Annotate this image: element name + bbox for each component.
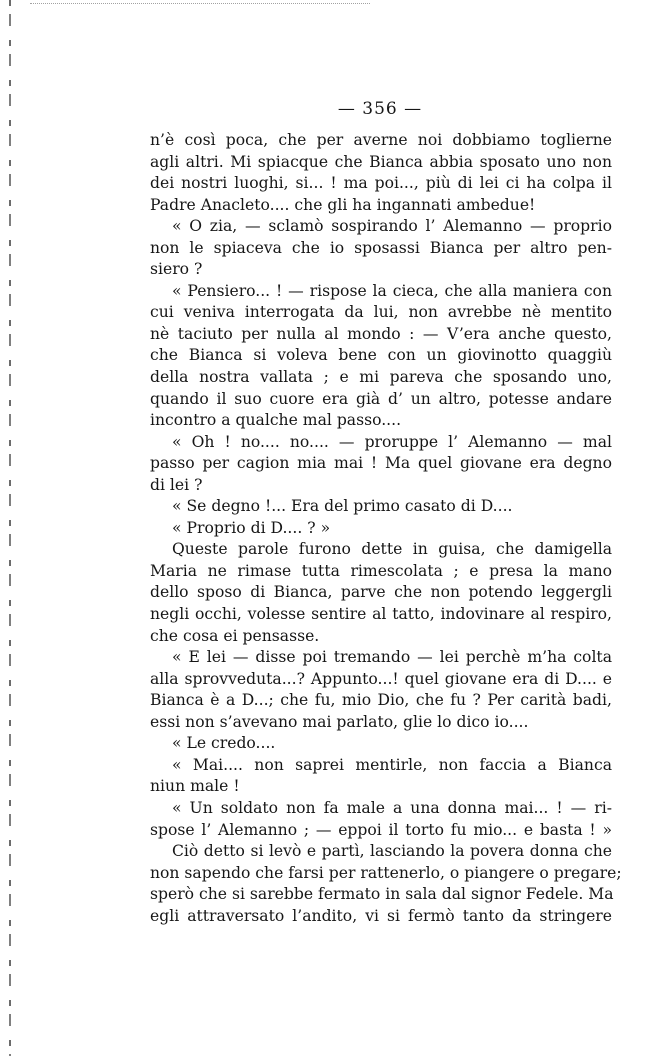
text-line: nè taciuto per nulla al mondo : — V’era anche questo,	[150, 324, 612, 343]
text-line: spose l’ Alemanno ; — eppoi il torto fu mio... e basta ! »	[150, 820, 612, 839]
text-line: « E lei — disse poi tremando — lei perchè m’ha colta	[172, 648, 612, 667]
text-line: Padre Anacleto.... che gli ha ingannati ambedue!	[150, 195, 536, 214]
text-line: passo per cagion mia mai ! Ma quel giovane era degno	[150, 454, 612, 473]
text-line: dei nostri luoghi, si... ! ma poi..., più di lei ci ha colpa il	[150, 174, 612, 193]
text-line: n’è così poca, che per averne noi dobbiamo toglierne	[150, 131, 612, 149]
text-line: che cosa ei pensasse.	[150, 626, 320, 645]
text-line: niun male !	[150, 777, 240, 796]
text-line: sperò che si sarebbe fermato in sala dal signor Fedele. Ma	[150, 885, 614, 904]
page-number: — 356 —	[337, 99, 423, 119]
text-line: negli occhi, volesse sentire al tatto, indovinare al respiro,	[150, 605, 612, 624]
body-text	[150, 130, 622, 927]
text-line: « Pensiero... ! — rispose la cieca, che alla maniera con	[172, 281, 612, 300]
text-line: che Bianca si voleva bene con un giovinotto quaggiù	[150, 346, 612, 365]
text-line: « Proprio di D.... ? »	[172, 518, 331, 537]
text-line: Bianca è a D...; che fu, mio Dio, che fu ? Per carità badi,	[150, 691, 612, 710]
text-line: incontro a qualche mal passo....	[150, 411, 402, 430]
text-line: « Mai.... non saprei mentirle, non faccia a Bianca	[172, 755, 612, 774]
text-line: dello sposo di Bianca, parve che non potendo leggergli	[150, 583, 612, 602]
scan-edge-artifact	[9, 0, 11, 1056]
text-line: siero ?	[150, 260, 203, 279]
text-line: della nostra vallata ; e mi pareva che sposando uno,	[150, 368, 612, 387]
text-line: « Se degno !... Era del primo casato di D....	[172, 497, 513, 516]
text-line: di lei ?	[150, 475, 203, 494]
text-line: « Oh ! no.... no.... — proruppe l’ Alemanno — mal	[172, 432, 612, 451]
text-line: quando il suo cuore era già d’ un altro, potesse andare	[150, 389, 612, 408]
text-line: « Un soldato non fa male a una donna mai... ! — ri-	[172, 798, 612, 817]
text-line: non sapendo che farsi per rattenerlo, o piangere o pregare;	[150, 863, 622, 882]
text-line: egli attraversato l’andito, vi si fermò tanto da stringere	[150, 906, 612, 925]
text-line: essi non s’avevano mai parlato, glie lo dico io....	[150, 712, 529, 731]
text-line: agli altri. Mi spiacque che Bianca abbia sposato uno non	[150, 152, 612, 171]
text-line: « O zia, — sclamò sospirando l’ Alemanno — proprio	[172, 217, 612, 236]
text-line: Queste parole furono dette in guisa, che damigella	[172, 540, 612, 559]
text-line: alla sprovveduta...? Appunto...! quel giovane era di D.... e	[150, 669, 612, 688]
scan-top-artifact	[30, 3, 370, 5]
text-line: Ciò detto si levò e partì, lasciando la povera donna che	[172, 842, 612, 861]
text-line: « Le credo....	[172, 734, 276, 753]
text-line: non le spiaceva che io sposassi Bianca per altro pen-	[150, 238, 612, 257]
text-line: Maria ne rimase tutta rimescolata ; e presa la mano	[150, 561, 612, 580]
text-line: cui veniva interrogata da lui, non avrebbe nè mentito	[150, 303, 612, 322]
